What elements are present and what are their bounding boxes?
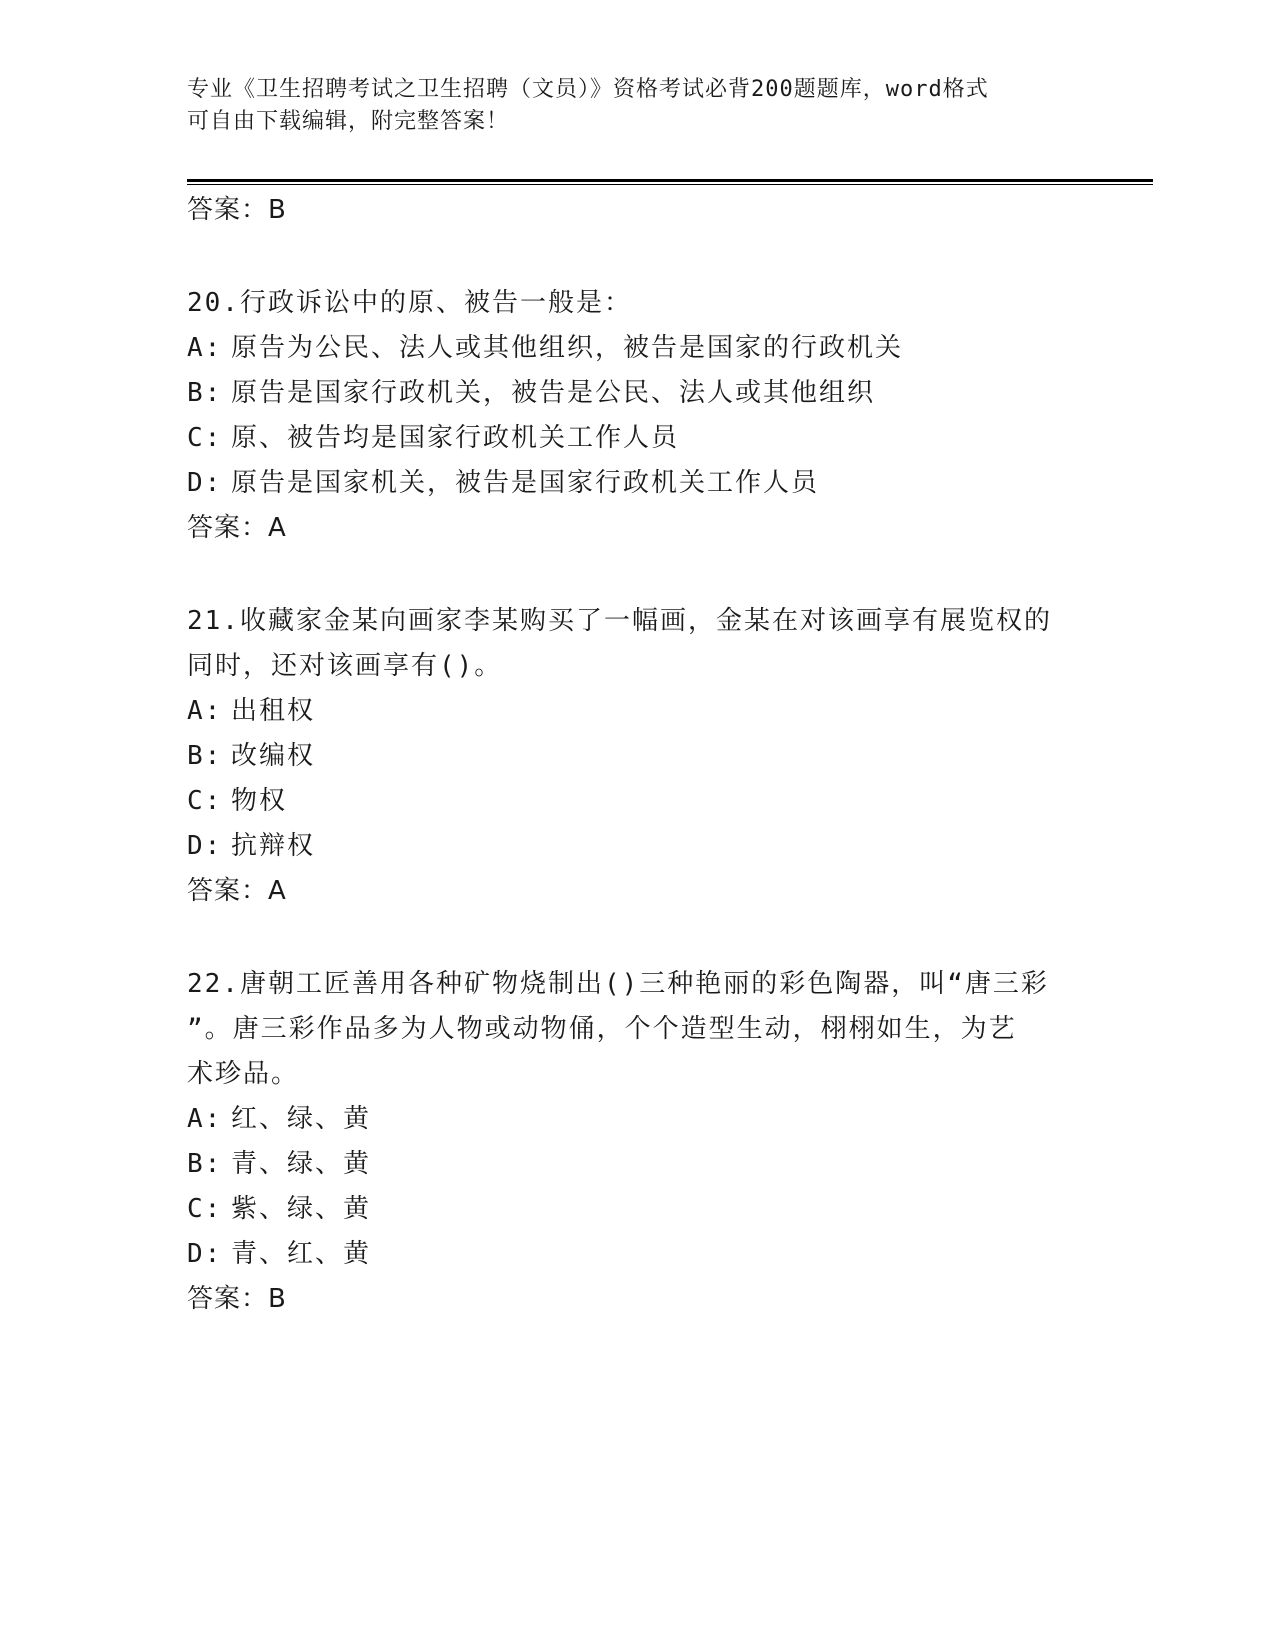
option-text: 原、被告均是国家行政机关工作人员 — [231, 423, 680, 453]
option-b — [187, 734, 1087, 779]
answer-line: 答案：A — [187, 876, 287, 906]
answer-line: 答案：B — [187, 1284, 287, 1314]
header-line-2: 可自由下载编辑，附完整答案！ — [187, 109, 510, 134]
header-line-1: 专业《卫生招聘考试之卫生招聘（文员）》资格考试必背200题题库，word格式 — [187, 77, 989, 102]
option-c — [187, 1187, 1087, 1232]
option-letter: D: — [187, 831, 223, 861]
option-text: 青、绿、黄 — [231, 1149, 372, 1179]
question-text: 22.唐朝工匠善用各种矿物烧制出()三种艳丽的彩色陶器，叫“唐三彩 — [187, 969, 1049, 999]
option-b — [187, 1142, 1087, 1187]
option-a — [187, 689, 1087, 734]
option-d — [187, 461, 1087, 506]
option-text: 物权 — [231, 786, 288, 816]
option-c — [187, 779, 1087, 824]
option-letter: A: — [187, 333, 223, 363]
question-block — [187, 281, 1087, 551]
option-text: 改编权 — [231, 741, 316, 771]
question-text: 21.收藏家金某向画家李某购买了一幅画，金某在对该画享有展览权的 — [187, 606, 1052, 636]
option-letter: D: — [187, 468, 223, 498]
question-block — [187, 962, 1087, 1322]
header-rule-thick — [187, 179, 1153, 182]
document-body — [187, 188, 1087, 1322]
option-letter: B: — [187, 378, 223, 408]
option-text: 抗辩权 — [231, 831, 316, 861]
option-text: 原告为公民、法人或其他组织，被告是国家的行政机关 — [231, 333, 904, 363]
option-letter: D: — [187, 1239, 223, 1269]
question-block — [187, 599, 1087, 914]
option-d — [187, 1232, 1087, 1277]
option-text: 红、绿、黄 — [231, 1104, 372, 1134]
option-letter: C: — [187, 1194, 223, 1224]
option-a — [187, 1097, 1087, 1142]
question-text: 20.行政诉讼中的原、被告一般是： — [187, 288, 632, 318]
option-letter: B: — [187, 741, 223, 771]
document-header — [187, 74, 1087, 138]
answer-line: 答案：A — [187, 513, 287, 543]
option-text: 出租权 — [231, 696, 316, 726]
header-rule-thin — [187, 184, 1153, 185]
option-a — [187, 326, 1087, 371]
option-text: 原告是国家机关，被告是国家行政机关工作人员 — [231, 468, 820, 498]
question-text: ”。唐三彩作品多为人物或动物俑，个个造型生动，栩栩如生，为艺 — [187, 1014, 1017, 1044]
option-letter: A: — [187, 696, 223, 726]
previous-answer: 答案：B — [187, 195, 287, 225]
option-letter: A: — [187, 1104, 223, 1134]
option-letter: B: — [187, 1149, 223, 1179]
question-text: 同时，还对该画享有()。 — [187, 651, 503, 681]
option-letter: C: — [187, 423, 223, 453]
question-text: 术珍品。 — [187, 1059, 300, 1089]
option-text: 原告是国家行政机关，被告是公民、法人或其他组织 — [231, 378, 876, 408]
option-d — [187, 824, 1087, 869]
option-c — [187, 416, 1087, 461]
option-text: 紫、绿、黄 — [231, 1194, 372, 1224]
option-letter: C: — [187, 786, 223, 816]
option-text: 青、红、黄 — [231, 1239, 372, 1269]
option-b — [187, 371, 1087, 416]
